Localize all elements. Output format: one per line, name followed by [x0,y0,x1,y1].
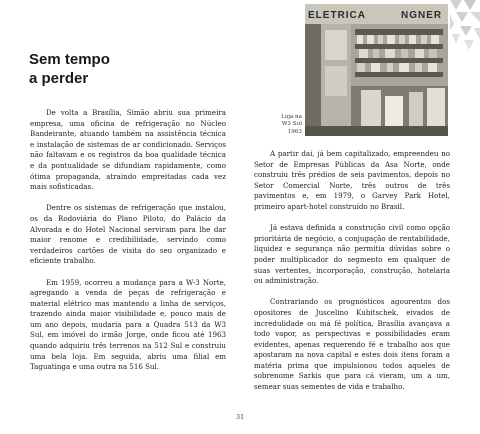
heading-line-1: Sem tempo [29,51,110,68]
left-paragraph-1: De volta a Brasília, Simão abriu sua primeira empresa, uma oficina de refrigeração no Núcleo Bandeirante, atuando também na assistência técnica e instalação de sistemas de ar condicionado. Serviços não faltavam e os registros da boa qualidade técnica e da pontualidade se difundiam rapidamente, como ótima propaganda, atraindo empreitadas cada vez mais sofisticadas. [30,108,226,192]
store-photo [305,4,448,136]
caption-line-2: W3 Sul [281,121,302,128]
section-heading [29,50,110,88]
photo-caption [256,114,302,136]
page-number: 31 [235,413,245,421]
heading-line-2: a perder [29,70,89,87]
decorative-corner-pattern [450,0,480,60]
caption-line-1: Loja na [281,114,302,120]
right-paragraph-3: Contrariando os prognósticos agourentos dos opositores de Juscelino Kubitschek, eivados de incredulidade ou má fé política, Brasília avançava a todo vapor, as perspectivas e possibilidades eram evidentes, apenas requerendo fé e trabalho aos que apostaram na nova capital e estes dois itens foram a matéria prima que impulsionou todos aqueles de sobrenome Sarkis que para cá vieram, um a um, semear suas sementes de vida e trabalho. [254,297,450,392]
left-text-column [30,108,226,383]
left-paragraph-3: Em 1959, ocorreu a mudança para a W-3 Norte, agregando a venda de peças de refrigeração e material elétrico mas mantendo a linha de serviços, trazendo ainda maior visibilidade e, pouco mais de um ano depois, mudaria para a Quadra 513 da W3 Sul, em imóvel do irmão Jorge, onde ficou até 1963 quando adquiriu três terrenos na 512 Sul e construiu uma bela loja. Em seguida, abriu uma filial em Taguatinga e uma outra na 516 Sul. [30,277,226,372]
right-paragraph-1: A partir daí, já bem capitalizado, empreendeu no Setor de Empresas Públicas da Asa Norte, onde construiu três prédios de seis pavimentos, depois no Setor Comercial Norte, três outros de três pavimentos e, em 1979, o Garvey Park Hotel, primeiro apart-hotel construído no Brasil. [254,149,450,211]
left-paragraph-2: Dentre os sistemas de refrigeração que instalou, os da Rodoviária do Plano Piloto, do Palácio da Alvorada e do Hotel Nacional serviram para lhe dar maior renome e credibilidade, servindo como verdadeiros cartões de visita do seu organizado e eficiente trabalho. [30,203,226,266]
caption-line-3: 1963 [287,128,302,135]
photo-sign-text-right: NGNER [401,10,443,21]
photo-sign-text: ELETRICA [308,10,366,21]
right-text-column [254,149,450,403]
right-paragraph-2: Já estava definida a construção civil como opção prioritária de negócio, a conjugação de rentabilidade, liquidez e segurança não permitia dúvidas sobre o poder multiplicador do segmento em qualquer de suas vertentes, incorporação, construção, hotelaria ou administração. [254,223,450,286]
